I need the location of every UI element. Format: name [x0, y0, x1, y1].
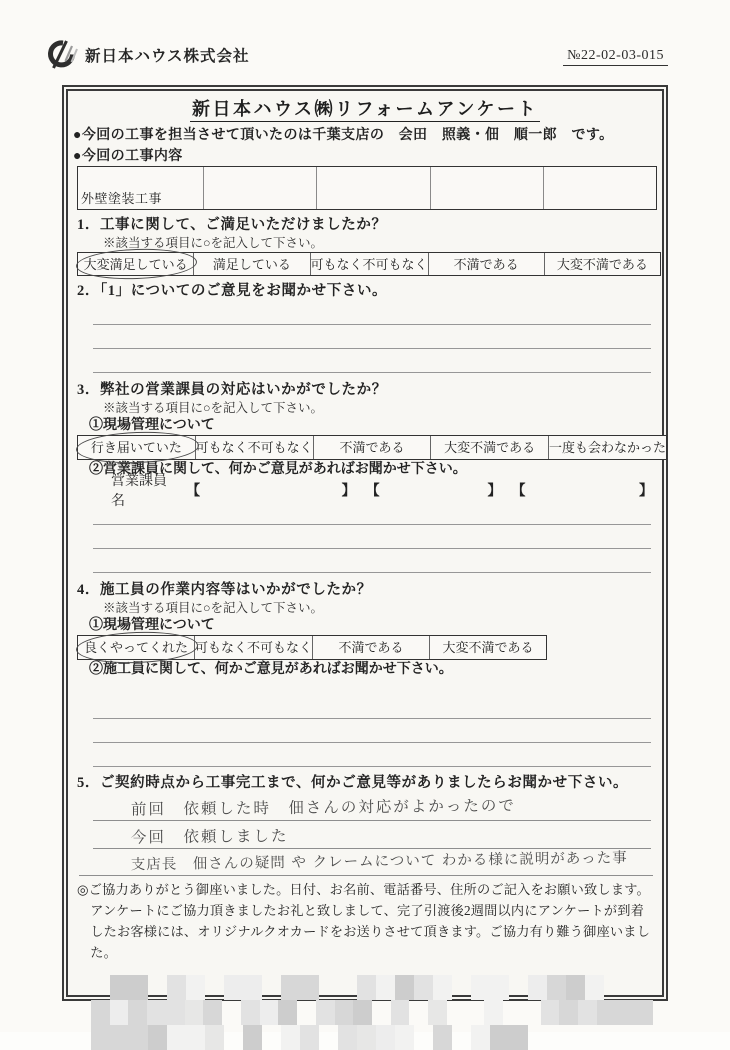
redaction-block — [110, 1000, 129, 1025]
redaction-block — [335, 1000, 354, 1025]
answer-line — [93, 501, 651, 525]
form-title: 新日本ハウス㈱リフォームアンケート — [77, 97, 653, 123]
question-4-answer-lines — [93, 695, 651, 767]
work-content-cell: 外壁塗装工事 — [81, 191, 163, 206]
question-5-answer-line — [93, 821, 651, 849]
redaction-block — [414, 1025, 433, 1050]
redaction-block — [297, 1000, 316, 1025]
redaction-block — [243, 975, 262, 1000]
question-3-options — [77, 435, 667, 460]
redaction-row — [91, 1025, 653, 1050]
redaction-block — [566, 975, 585, 1000]
redaction-block — [616, 1000, 635, 1025]
question-2-label: 2．「1」についてのご意見をお聞かせ下さい。 — [77, 283, 388, 299]
option: 大変不満である — [544, 253, 660, 275]
redaction-block — [205, 975, 224, 1000]
redaction-block — [597, 1000, 616, 1025]
question-4-options — [77, 635, 547, 660]
redaction-block — [338, 1025, 357, 1050]
redaction-block — [509, 1025, 528, 1050]
redaction-block — [578, 1000, 597, 1025]
option: 不満である — [312, 636, 429, 659]
redaction-block — [110, 975, 129, 1000]
handwritten-answer: 今回 依頼しました — [130, 826, 289, 847]
redaction-block — [185, 1000, 204, 1025]
redaction-block — [452, 1025, 471, 1050]
redaction-block — [409, 1000, 428, 1025]
option: 不満である — [428, 253, 544, 275]
redaction-row — [91, 1000, 653, 1025]
answer-line — [93, 549, 651, 573]
redaction-row — [91, 975, 653, 1000]
redaction-block — [91, 1000, 110, 1025]
redaction-block — [471, 1025, 490, 1050]
redaction-block — [484, 1000, 503, 1025]
redaction-block — [91, 975, 110, 1000]
redaction-block — [278, 1000, 297, 1025]
redaction-block — [129, 1025, 148, 1050]
redaction-block — [319, 1025, 338, 1050]
redaction-block — [222, 1000, 241, 1025]
redaction-block — [167, 975, 186, 1000]
redaction-block — [522, 1000, 541, 1025]
redaction-block — [433, 975, 452, 1000]
redaction-block — [353, 1000, 372, 1025]
answer-line — [93, 743, 651, 767]
closing-note: ◎ご協力ありがとう御座いました。日付、お名前、電話番号、住所のご記入をお願い致します。アンケートにご協力頂きましたお礼と致しまして、完了引渡後2週間以内にアンケートが到着したお客様には、オリジナルクオカードをお送りさせて頂きます。ご協力有り難う御座いました。 — [77, 882, 651, 960]
redaction-block — [243, 1025, 262, 1050]
question-3-sub2: ②営業課員に関して、何かご意見があればお聞かせ下さい。 — [89, 462, 467, 477]
redaction-block — [466, 1000, 485, 1025]
option: 可もなく不可もなく — [194, 636, 312, 659]
name-entry-brackets: 【 】 — [186, 484, 356, 499]
redaction-block — [167, 1025, 186, 1050]
redaction-block — [372, 1000, 391, 1025]
survey-form-sheet — [62, 85, 668, 1001]
sales-staff-name-label: 営業課員名 — [111, 474, 167, 509]
answer-line — [93, 301, 651, 325]
work-content-cell — [203, 167, 316, 209]
redaction-block — [634, 1000, 653, 1025]
redacted-personal-info — [91, 975, 653, 1050]
answer-line — [93, 719, 651, 743]
redaction-block — [110, 1025, 129, 1050]
work-content-table — [77, 166, 657, 210]
company-brand — [46, 40, 250, 70]
option: 可もなく不可もなく — [195, 436, 313, 459]
handwritten-answer: 支店長 佃さんの疑問 や クレームについて わかる様に説明があった事 — [130, 850, 628, 874]
handwritten-answer: 前回 依頼した時 佃さんの対応がよかったので — [130, 796, 516, 819]
redaction-block — [503, 1000, 522, 1025]
option: 大変不満である — [429, 636, 546, 659]
redaction-block — [319, 975, 338, 1000]
redaction-block — [148, 1025, 167, 1050]
redaction-block — [395, 975, 414, 1000]
question-3-sub1: ①現場管理について — [89, 418, 215, 433]
question-4-sub1: ①現場管理について — [89, 618, 215, 633]
redaction-block — [224, 975, 243, 1000]
redaction-block — [447, 1000, 466, 1025]
redaction-block — [541, 1000, 560, 1025]
question-5-answer-line — [79, 849, 653, 876]
name-entry-brackets: 【 】 — [365, 484, 502, 499]
question-1-note: ※該当する項目に○を記入して下さい。 — [103, 236, 324, 250]
question-1-options — [77, 252, 661, 276]
redaction-block — [395, 1025, 414, 1050]
redaction-block — [471, 975, 490, 1000]
company-logo-icon — [46, 40, 79, 70]
answer-line — [93, 525, 651, 549]
work-content-cell — [430, 167, 543, 209]
redaction-block — [147, 1000, 166, 1025]
redaction-block — [376, 975, 395, 1000]
redaction-block — [338, 975, 357, 1000]
option-selected: 大変満足している — [78, 253, 193, 275]
redaction-block — [490, 1025, 509, 1050]
redaction-block — [585, 975, 604, 1000]
redaction-block — [260, 1000, 279, 1025]
answer-line — [93, 325, 651, 349]
redaction-block — [281, 975, 300, 1000]
company-name: 新日本ハウス株式会社 — [85, 48, 250, 65]
redaction-block — [547, 975, 566, 1000]
option-selected: 行き届いていた — [78, 436, 195, 459]
redaction-block — [604, 975, 623, 1000]
staff-intro-line: ●今回の工事を担当させて頂いたのは千葉支店の 会田 照義・佃 順一郎 です。 — [73, 128, 614, 143]
redaction-block — [428, 1000, 447, 1025]
redaction-block — [91, 1025, 110, 1050]
redaction-block — [129, 975, 148, 1000]
redaction-block — [203, 1000, 222, 1025]
redaction-block — [490, 975, 509, 1000]
question-5-answer-line — [93, 793, 651, 821]
work-content-cell — [543, 167, 656, 209]
question-1-label: 1．工事に関して、ご満足いただけましたか？ — [77, 217, 387, 233]
redaction-block — [224, 1025, 243, 1050]
redaction-block — [166, 1000, 185, 1025]
answer-line — [93, 349, 651, 373]
option-selected: 良くやってくれた — [78, 636, 194, 659]
document-header — [46, 38, 686, 78]
redaction-block — [391, 1000, 410, 1025]
redaction-block — [528, 975, 547, 1000]
question-3-note: ※該当する項目に○を記入して下さい。 — [103, 401, 324, 415]
work-content-label: ●今回の工事内容 — [73, 149, 183, 164]
question-3-label: 3．弊社の営業課員の対応はいかがでしたか？ — [77, 382, 387, 398]
redaction-block — [205, 1025, 224, 1050]
redaction-block — [186, 975, 205, 1000]
redaction-block — [559, 1000, 578, 1025]
option: 不満である — [313, 436, 431, 459]
option: 一度も会わなかった — [548, 436, 666, 459]
redaction-block — [300, 975, 319, 1000]
redaction-block — [316, 1000, 335, 1025]
redaction-block — [128, 1000, 147, 1025]
question-5-label: 5．ご契約時点から工事完工まで、何かご意見等がありましたらお聞かせ下さい。 — [77, 775, 629, 791]
redaction-block — [433, 1025, 452, 1050]
redaction-block — [281, 1025, 300, 1050]
work-content-cell — [316, 167, 429, 209]
option: 可もなく不可もなく — [310, 253, 428, 275]
redaction-block — [148, 975, 167, 1000]
redaction-block — [452, 975, 471, 1000]
redaction-block — [414, 975, 433, 1000]
question-4-note: ※該当する項目に○を記入して下さい。 — [103, 601, 324, 615]
redaction-block — [357, 1025, 376, 1050]
redaction-block — [357, 975, 376, 1000]
document-number: №22-02-03-015 — [563, 48, 668, 66]
answer-line — [93, 695, 651, 719]
name-entry-brackets: 【 】 — [511, 484, 653, 499]
question-4-sub2: ②施工員に関して、何かご意見があればお聞かせ下さい。 — [89, 662, 453, 677]
redaction-block — [262, 975, 281, 1000]
sales-staff-name-row — [111, 474, 653, 509]
option: 大変不満である — [430, 436, 548, 459]
question-2-answer-lines — [93, 301, 651, 373]
question-4-label: 4．施工員の作業内容等はいかがでしたか？ — [77, 582, 372, 598]
redaction-block — [509, 975, 528, 1000]
redaction-block — [186, 1025, 205, 1050]
question-3-answer-lines — [93, 501, 651, 573]
option: 満足している — [193, 253, 309, 275]
redaction-block — [241, 1000, 260, 1025]
redaction-block — [376, 1025, 395, 1050]
redaction-block — [262, 1025, 281, 1050]
redaction-block — [300, 1025, 319, 1050]
